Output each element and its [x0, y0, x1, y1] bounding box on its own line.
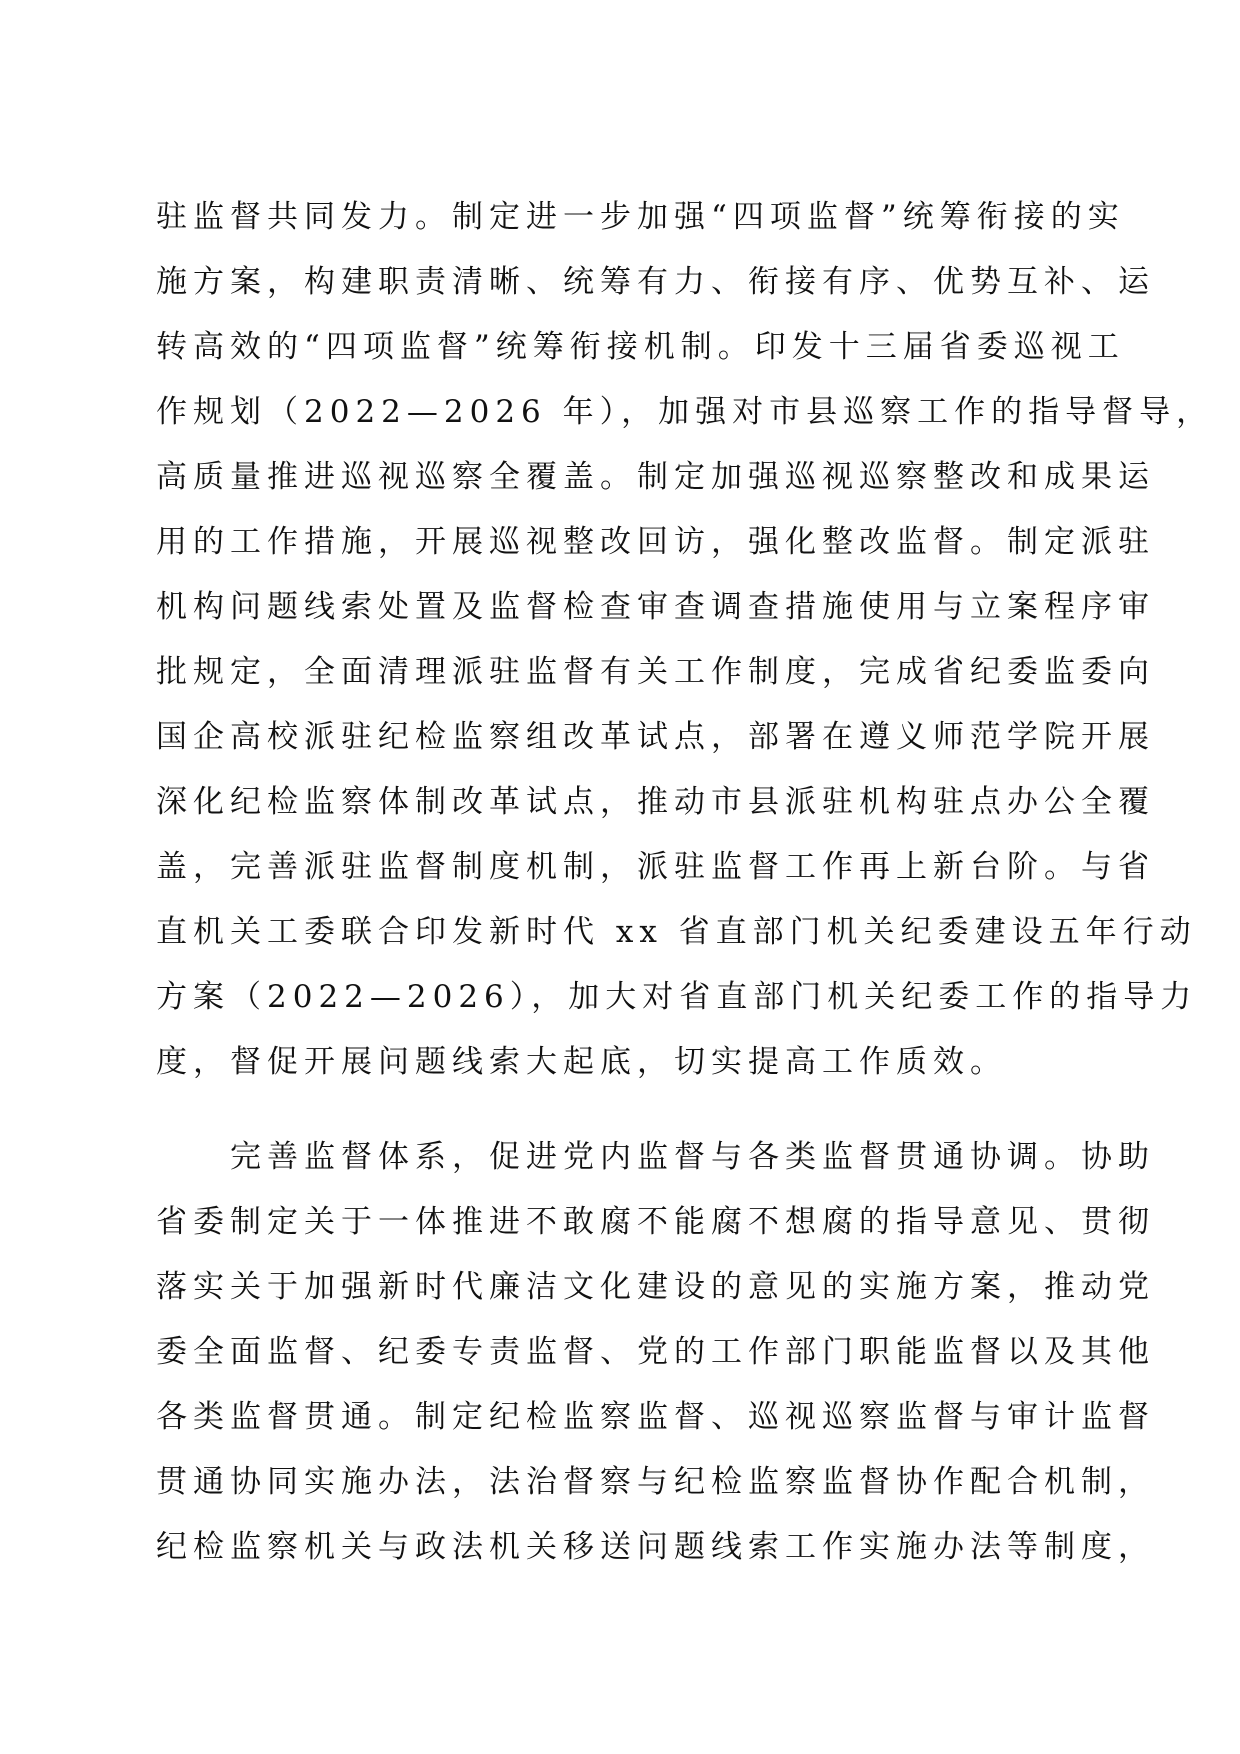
- text-line: 作规划（2022—2026 年），加强对市县巡察工作的指导督导，: [156, 394, 1214, 430]
- text-line: 批规定，全面清理派驻监督有关工作制度，完成省纪委监委向: [156, 654, 1155, 690]
- text-line: 深化纪检监察体制改革试点，推动市县派驻机构驻点办公全覆: [156, 784, 1155, 820]
- text-line: 施方案，构建职责清晰、统筹有力、衔接有序、优势互补、运: [156, 264, 1155, 300]
- text-line: 纪检监察机关与政法机关移送问题线索工作实施办法等制度，: [156, 1529, 1155, 1565]
- text-line: 度，督促开展问题线索大起底，切实提高工作质效。: [156, 1044, 1007, 1080]
- text-line: 国企高校派驻纪检监察组改革试点，部署在遵义师范学院开展: [156, 719, 1155, 755]
- paragraph-2: [156, 1125, 1155, 1580]
- text-line: 用的工作措施，开展巡视整改回访，强化整改监督。制定派驻: [156, 524, 1155, 560]
- text-line: 方案（2022—2026），加大对省直部门机关纪委工作的指导力: [156, 979, 1198, 1015]
- text-line: 高质量推进巡视巡察全覆盖。制定加强巡视巡察整改和成果运: [156, 459, 1155, 495]
- text-line: 完善监督体系，促进党内监督与各类监督贯通协调。协助: [156, 1139, 1155, 1175]
- text-line: 省委制定关于一体推进不敢腐不能腐不想腐的指导意见、贯彻: [156, 1204, 1155, 1240]
- paragraph-1: [156, 185, 1214, 1095]
- text-line: 驻监督共同发力。制定进一步加强“四项监督”统筹衔接的实: [156, 199, 1125, 235]
- text-line: 委全面监督、纪委专责监督、党的工作部门职能监督以及其他: [156, 1334, 1155, 1370]
- text-line: 机构问题线索处置及监督检查审查调查措施使用与立案程序审: [156, 589, 1155, 625]
- text-line: 各类监督贯通。制定纪检监察监督、巡视巡察监督与审计监督: [156, 1399, 1155, 1435]
- text-line: 落实关于加强新时代廉洁文化建设的意见的实施方案，推动党: [156, 1269, 1155, 1305]
- text-line: 盖，完善派驻监督制度机制，派驻监督工作再上新台阶。与省: [156, 849, 1155, 885]
- text-line: 转高效的“四项监督”统筹衔接机制。印发十三届省委巡视工: [156, 329, 1125, 365]
- text-line: 直机关工委联合印发新时代 xx 省直部门机关纪委建设五年行动: [156, 914, 1197, 950]
- text-line: 贯通协同实施办法，法治督察与纪检监察监督协作配合机制，: [156, 1464, 1155, 1500]
